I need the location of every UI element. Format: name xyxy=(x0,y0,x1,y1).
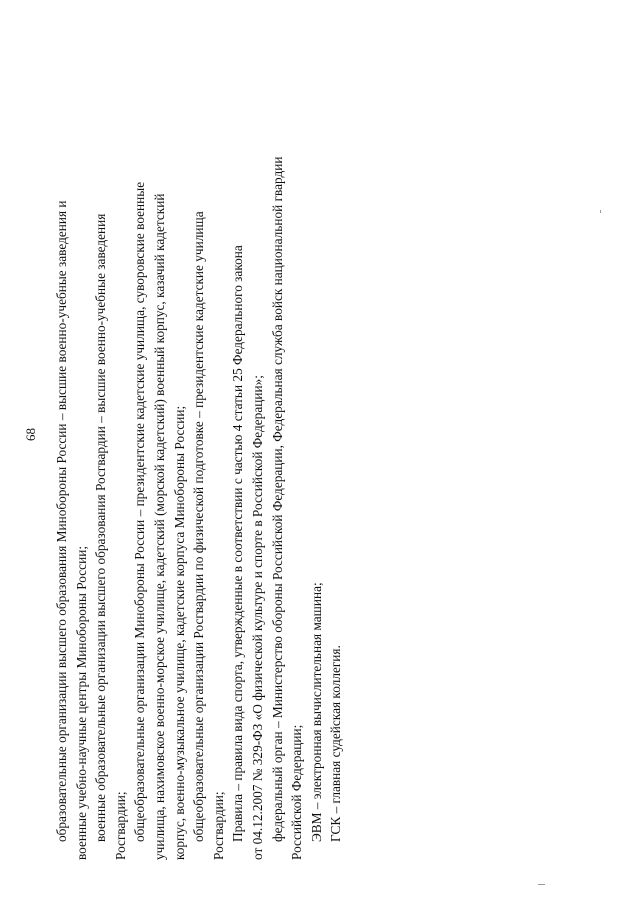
body-line: общеобразовательные организации Минобороны России – президентские кадетские училища, суворовские военные xyxy=(132,181,148,842)
body-line: Росгвардии; xyxy=(210,791,226,860)
body-line: от 04.12.2007 № 329-ФЗ «О физической культуре и спорте в Российской Федерации»; xyxy=(249,375,265,860)
body-line: ЭВМ – электронная вычислительная машина; xyxy=(308,582,324,842)
body-line: федеральный орган – Министерство обороны Российской Федерации, Федеральная служба войск национальной гвардии xyxy=(269,156,285,842)
body-line: военные учебно-научные центры Минобороны России; xyxy=(73,545,89,860)
body-line: образовательные организации высшего образования Минобороны России – высшие военно-учебные заведения и xyxy=(54,200,69,842)
body-line: общеобразовательные организации Росгвардии по физической подготовке – президентские кадетские училища xyxy=(191,211,207,842)
body-line: Правила – правила вида спорта, утвержденные в соответствии с частью 4 статьи 25 Федерального закона xyxy=(230,245,246,842)
scan-speck xyxy=(538,884,545,885)
body-line: корпус, военно-музыкальное училище, кадетские корпуса Минобороны России; xyxy=(171,405,187,860)
body-line: ГСК – главная судейская коллегия. xyxy=(328,645,344,842)
document-body xyxy=(52,70,346,860)
body-line: училища, нахимовское военно-морское училище, кадетский (морской кадетский) военный корпус, казачий кадетский xyxy=(151,193,167,860)
page-number: 68 xyxy=(23,428,38,441)
scan-speck xyxy=(600,210,601,213)
body-line: Росгвардии; xyxy=(112,791,128,860)
body-line: военные образовательные организации высшего образования Росгвардии – высшие военно-учебные заведения xyxy=(93,213,109,842)
body-line: Российской Федерации; xyxy=(289,724,305,860)
